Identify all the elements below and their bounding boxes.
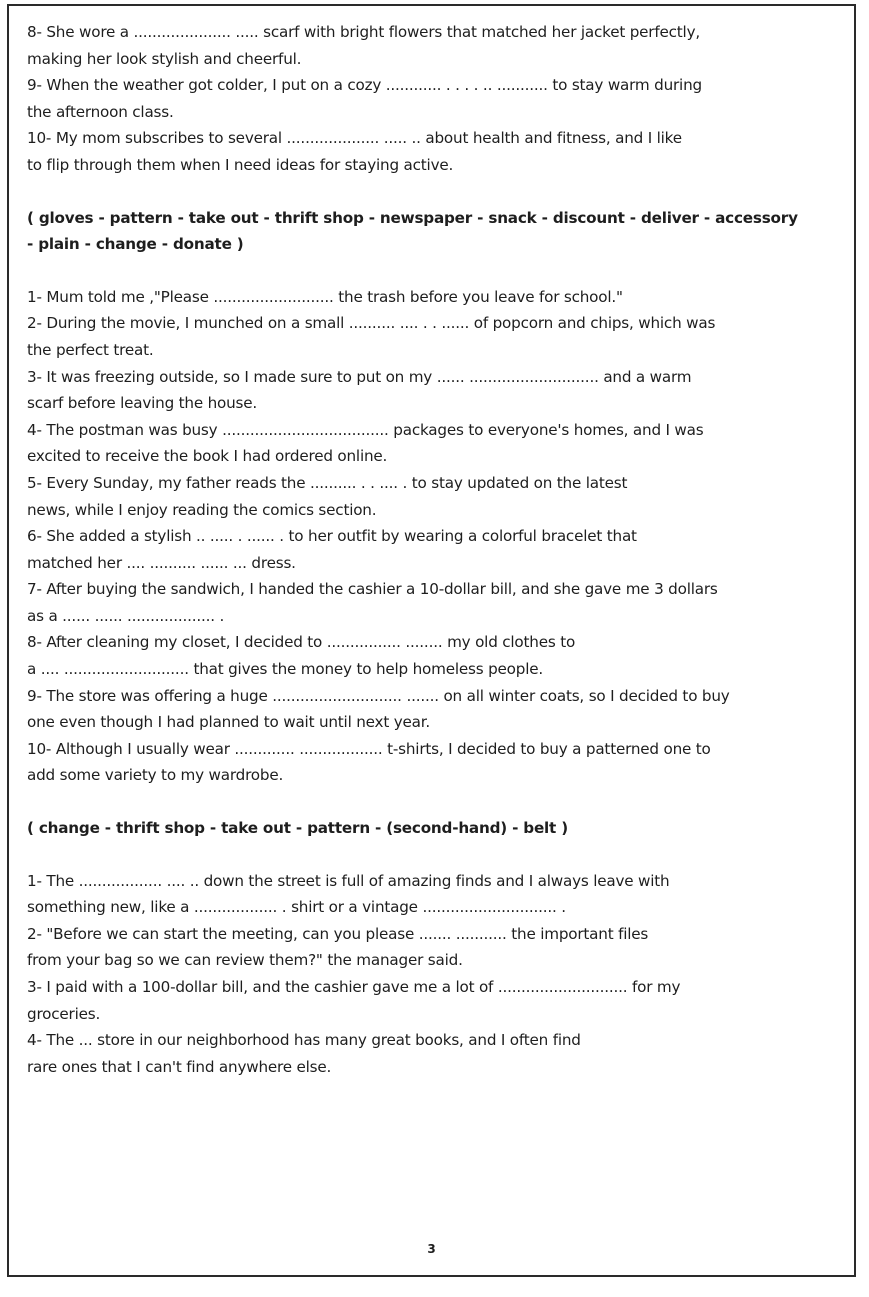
question-line: 2- "Before we can start the meeting, can you please ....... ........... the important files bbox=[27, 924, 649, 943]
question-line: 1- The .................. .... .. down the street is full of amazing finds and I always leave with bbox=[27, 871, 670, 890]
question-item bbox=[27, 629, 845, 682]
question-item bbox=[27, 125, 845, 178]
question-line: 7- After buying the sandwich, I handed the cashier a 10-dollar bill, and she gave me 3 dollars bbox=[27, 580, 718, 599]
word-bank bbox=[27, 205, 845, 258]
question-line: 3- I paid with a 100-dollar bill, and the cashier gave me a lot of ............................ for my bbox=[27, 978, 681, 996]
question-item bbox=[27, 868, 845, 921]
section-c bbox=[27, 868, 845, 1081]
question-line: something new, like a .................. . shirt or a vintage ............................. . bbox=[27, 898, 566, 917]
section-a bbox=[27, 19, 845, 179]
question-line: to flip through them when I need ideas for staying active. bbox=[27, 155, 454, 174]
worksheet-page bbox=[7, 4, 856, 1277]
question-item bbox=[27, 470, 845, 523]
page-number: 3 bbox=[427, 1242, 436, 1256]
spacer bbox=[27, 179, 845, 205]
question-line: 8- After cleaning my closet, I decided to ................ ........ my old clothes to bbox=[27, 633, 576, 652]
word-bank-line: ( change - thrift shop - take out - pattern - (second-hand) - belt ) bbox=[27, 819, 568, 838]
question-line: 4- The postman was busy .................................... packages to everyone's homes, and I was bbox=[27, 420, 704, 439]
word-bank-line: - plain - change - donate ) bbox=[27, 235, 244, 254]
question-line: making her look stylish and cheerful. bbox=[27, 49, 302, 68]
question-line: from your bag so we can review them?" the manager said. bbox=[27, 951, 463, 970]
spacer bbox=[27, 258, 845, 284]
question-item bbox=[27, 284, 845, 311]
question-line: 10- My mom subscribes to several .................... ..... .. about health and fitness, and I like bbox=[27, 129, 682, 148]
section-b bbox=[27, 284, 845, 789]
question-item bbox=[27, 417, 845, 470]
question-line: 9- When the weather got colder, I put on a cozy ............ . . . . .. ........... to stay warm during bbox=[27, 76, 702, 95]
question-line: 2- During the movie, I munched on a small .......... .... . . ...... of popcorn and chips, which was bbox=[27, 314, 716, 333]
question-item bbox=[27, 72, 845, 125]
question-item bbox=[27, 974, 845, 1027]
question-line: the perfect treat. bbox=[27, 340, 154, 359]
question-line: excited to receive the book I had ordered online. bbox=[27, 447, 388, 466]
question-line: scarf before leaving the house. bbox=[27, 394, 258, 413]
question-line: groceries. bbox=[27, 1004, 101, 1023]
question-line: the afternoon class. bbox=[27, 102, 174, 121]
word-bank bbox=[27, 815, 845, 842]
question-line: 5- Every Sunday, my father reads the .......... . . .... . to stay updated on the latest bbox=[27, 473, 628, 492]
question-item bbox=[27, 736, 845, 789]
question-item bbox=[27, 19, 845, 72]
question-item bbox=[27, 576, 845, 629]
question-line: 1- Mum told me ,"Please .......................... the trash before you leave for school." bbox=[27, 287, 623, 306]
question-item bbox=[27, 683, 845, 736]
question-line: as a ...... ...... ................... . bbox=[27, 606, 225, 625]
question-item bbox=[27, 310, 845, 363]
spacer bbox=[27, 789, 845, 815]
question-item bbox=[27, 523, 845, 576]
question-line: matched her .... .......... ...... ... dress. bbox=[27, 553, 296, 572]
question-item bbox=[27, 364, 845, 417]
question-line: rare ones that I can't find anywhere else. bbox=[27, 1057, 332, 1076]
question-item bbox=[27, 1027, 845, 1080]
question-line: 6- She added a stylish .. ..... . ...... . to her outfit by wearing a colorful bracelet that bbox=[27, 527, 637, 546]
question-line: 8- She wore a ..................... ..... scarf with bright flowers that matched her jacket perfectly, bbox=[27, 23, 700, 41]
spacer bbox=[27, 842, 845, 868]
question-line: 4- The ... store in our neighborhood has many great books, and I often find bbox=[27, 1031, 581, 1050]
question-line: add some variety to my wardrobe. bbox=[27, 766, 284, 785]
question-line: 3- It was freezing outside, so I made sure to put on my ...... ............................ and a warm bbox=[27, 367, 692, 386]
question-line: 9- The store was offering a huge ............................ ....... on all winter coats, so I decided to buy bbox=[27, 686, 730, 705]
question-line: news, while I enjoy reading the comics section. bbox=[27, 500, 377, 519]
worksheet-content bbox=[27, 19, 845, 1080]
word-bank-line: ( gloves - pattern - take out - thrift shop - newspaper - snack - discount - deliver - accessory bbox=[27, 208, 798, 227]
question-line: one even though I had planned to wait until next year. bbox=[27, 713, 431, 732]
question-line: a .... ........................... that gives the money to help homeless people. bbox=[27, 660, 543, 679]
question-line: 10- Although I usually wear ............. .................. t-shirts, I decided to buy a patterned one to bbox=[27, 739, 711, 758]
question-item bbox=[27, 921, 845, 974]
